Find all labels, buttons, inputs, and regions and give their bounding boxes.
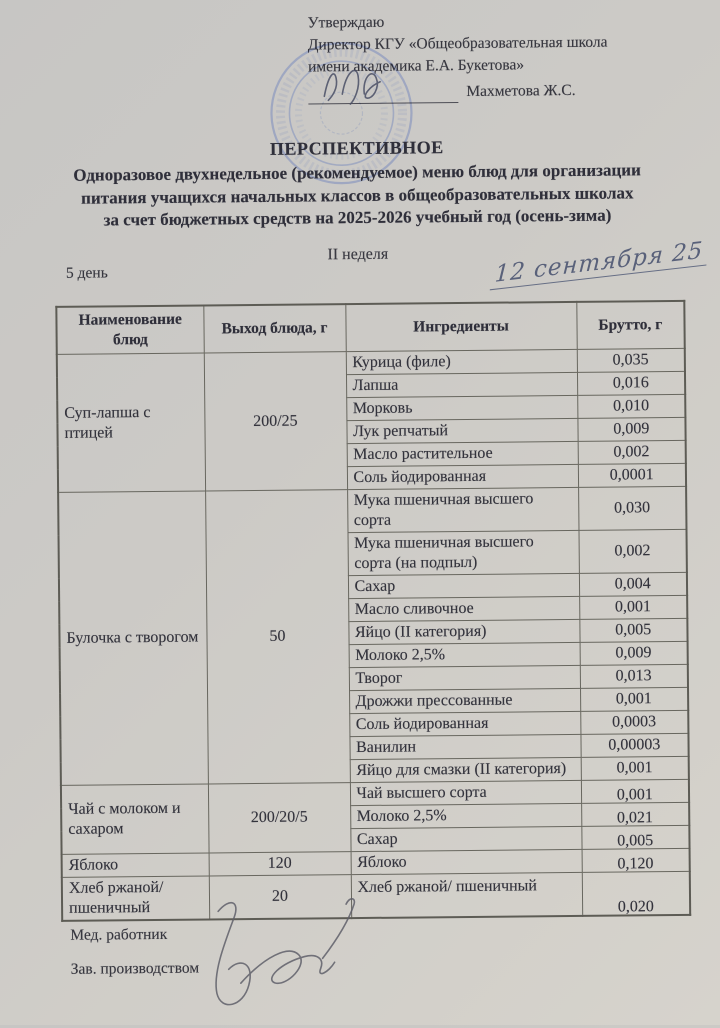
brutto-cell: 0,009 — [577, 417, 685, 441]
header-dish: Наименование блюд — [56, 305, 203, 354]
approval-line-1: Утверждаю — [307, 13, 385, 32]
brutto-cell: 0,005 — [581, 828, 689, 852]
menu-table — [55, 300, 691, 922]
brutto-cell: 0,001 — [579, 595, 687, 619]
ingredient-cell: Сахар — [350, 826, 581, 851]
dish-yield-cell: 20 — [209, 875, 351, 920]
ingredient-cell: Ванилин — [349, 734, 580, 759]
header-ingredients: Ингредиенты — [345, 302, 576, 352]
document-title: ПЕРСПЕКТИВНОЕ — [269, 137, 444, 159]
brutto-cell: 0,0001 — [578, 463, 686, 487]
ingredient-cell: Яйцо (II категория) — [348, 619, 579, 644]
header-yield: Выход блюда, г — [203, 304, 345, 353]
table-row — [62, 848, 690, 877]
approval-block — [308, 9, 709, 105]
ingredient-cell: Мука пшеничная высшего сорта — [347, 487, 578, 532]
ingredient-cell: Молоко 2,5% — [350, 803, 581, 828]
ingredient-cell: Соль йодированная — [349, 711, 580, 736]
approval-signature-row — [308, 79, 708, 105]
brutto-cell: 0,010 — [577, 394, 685, 418]
brutto-cell: 0,004 — [579, 572, 687, 596]
dish-name-cell: Суп-лапша с птицей — [57, 353, 205, 492]
ingredient-cell: Лапша — [346, 372, 577, 397]
brutto-cell: 0,00003 — [580, 733, 688, 757]
ingredient-cell: Мука пшеничная высшего сорта (на подпыл) — [348, 530, 579, 575]
ingredient-cell: Яблоко — [351, 849, 582, 874]
document-subtitle — [0, 159, 718, 233]
title-block — [0, 135, 718, 267]
director-name: Махметова Ж.С. — [466, 81, 576, 100]
dish-name-cell: Хлеб ржаной/ пшеничный — [62, 876, 209, 921]
ingredient-cell: Молоко 2,5% — [349, 642, 580, 667]
dish-name-cell: Булочка с творогом — [58, 491, 208, 785]
table-row — [61, 779, 689, 808]
brutto-cell: 0,020 — [582, 874, 690, 919]
ingredient-cell: Дрожжи прессованные — [349, 688, 580, 713]
dish-yield-cell: 120 — [209, 852, 351, 876]
approval-line-3: имени академика Е.А. Букетова» — [307, 56, 525, 76]
brutto-cell: 0,001 — [580, 687, 688, 711]
ingredient-cell: Лук репчатый — [346, 418, 577, 443]
dish-yield-cell: 50 — [205, 490, 350, 784]
subtitle-line-3: за счет бюджетных средств на 2025-2026 учебный год (осень-зима) — [103, 205, 612, 230]
day-label: 5 день — [65, 264, 108, 282]
ingredient-cell: Хлеб ржаной/ пшеничный — [351, 872, 582, 918]
ingredient-cell: Морковь — [346, 395, 577, 420]
dish-yield-cell: 200/20/5 — [208, 783, 351, 853]
subtitle-line-2: питания учащихся начальных классов в общеобразовательных школах — [80, 182, 634, 208]
subtitle-line-1: Одноразовое двухнедельное (рекомендуемое) меню блюд для организации — [73, 160, 641, 185]
brutto-cell: 0,016 — [577, 371, 685, 395]
week-label: II неделя — [327, 245, 389, 263]
signature-line — [308, 86, 458, 104]
ingredient-cell: Масло растительное — [347, 441, 578, 466]
header-brutto: Брутто, г — [576, 301, 684, 350]
dish-yield-cell: 200/25 — [204, 352, 347, 491]
handwritten-date: 12 сентября 25 — [490, 237, 708, 290]
brutto-cell: 0,001 — [581, 782, 689, 806]
table-row — [62, 871, 690, 921]
ingredient-cell: Сахар — [348, 573, 579, 598]
dish-name-cell: Чай с молоком и сахаром — [61, 784, 209, 854]
ingredient-cell: Курица (филе) — [346, 349, 577, 374]
brutto-cell: 0,001 — [581, 756, 689, 780]
table-header-row — [56, 301, 684, 355]
med-worker-label: Мед. работник — [70, 925, 168, 944]
brutto-cell: 0,120 — [582, 851, 690, 875]
brutto-cell: 0,013 — [580, 664, 688, 688]
brutto-cell: 0,0003 — [580, 710, 688, 734]
brutto-cell: 0,005 — [579, 618, 687, 642]
brutto-cell: 0,009 — [580, 641, 688, 665]
brutto-cell: 0,021 — [581, 805, 689, 829]
ingredient-cell: Творог — [349, 665, 580, 690]
brutto-cell: 0,030 — [578, 486, 686, 530]
approval-line-2: Директор КГУ «Общеобразовательная школа — [307, 33, 608, 54]
ingredient-cell: Соль йодированная — [347, 464, 578, 489]
brutto-cell: 0,002 — [578, 440, 686, 464]
brutto-cell: 0,002 — [578, 529, 686, 573]
production-manager-label: Зав. производством — [70, 959, 200, 978]
brutto-cell: 0,035 — [577, 348, 685, 372]
ingredient-cell: Чай высшего сорта — [350, 780, 581, 805]
table-row — [58, 486, 686, 535]
ingredient-cell: Яйцо для смазки (II категория) — [350, 757, 581, 782]
dish-name-cell: Яблоко — [62, 853, 209, 877]
ingredient-cell: Масло сливочное — [348, 596, 579, 621]
